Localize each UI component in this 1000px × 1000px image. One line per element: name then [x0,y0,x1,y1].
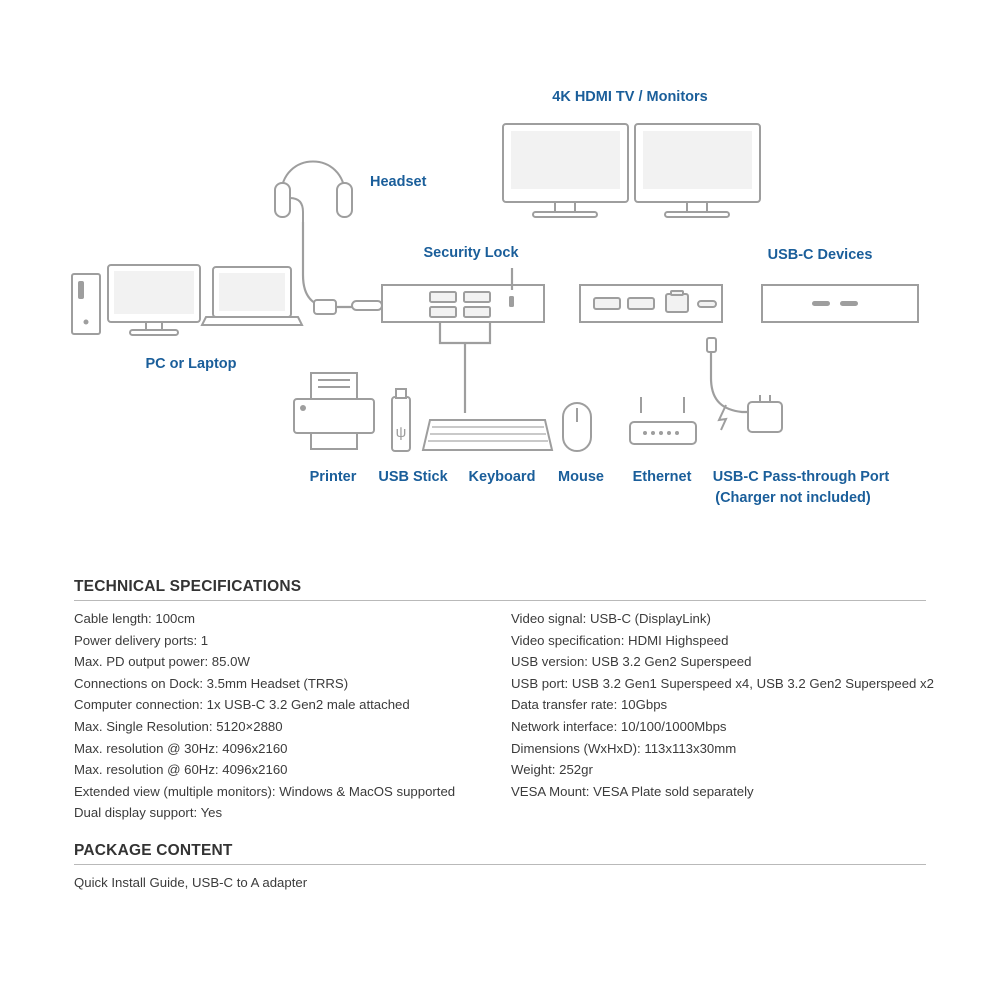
label-usb-c-passthrough-line2: (Charger not included) [715,490,871,506]
package-content-section [74,842,926,894]
spec-item: USB version: USB 3.2 Gen2 Superspeed [511,654,752,670]
technical-specifications-title: TECHNICAL SPECIFICATIONS [74,578,302,595]
desktop-monitor-icon [108,265,200,335]
mouse-icon [563,403,591,451]
package-content-title: PACKAGE CONTENT [74,841,233,859]
label-usb-c-passthrough-line1: USB-C Pass-through Port [712,469,890,485]
pc-tower-icon [72,274,100,334]
spec-item: Data transfer rate: 10Gbps [511,697,668,713]
keyboard-icon [423,420,552,450]
dock-bracket [440,322,490,343]
specs-divider [74,600,926,601]
label-usb-c-devices: USB-C Devices [767,247,873,263]
specifications-section [74,578,934,894]
printer-icon [294,373,374,449]
usb-c-devices-box [762,285,918,322]
spec-item: Video signal: USB-C (DisplayLink) [511,611,711,626]
spec-item: Max. resolution @ 60Hz: 4096x2160 [74,762,288,778]
dock-right-body [580,285,722,322]
spec-item: VESA Mount: VESA Plate sold separately [511,783,754,799]
ethernet-router-icon [630,397,696,444]
headset-icon [275,162,352,276]
monitor-right-icon [635,124,760,217]
spec-item: Connections on Dock: 3.5mm Headset (TRRS) [74,675,349,691]
spec-item: Power delivery ports: 1 [74,632,209,648]
label-security-lock: Security Lock [423,245,519,261]
spec-item: Extended view (multiple monitors): Windows & MacOS supported [74,783,456,799]
headset-plug [314,300,336,314]
laptop-icon [202,267,302,325]
spec-item: Cable length: 100cm [74,611,195,626]
spec-item: Dimensions (WxHxD): 113x113x30mm [511,740,737,756]
label-mouse: Mouse [558,469,604,485]
spec-item: Max. Single Resolution: 5120×2880 [74,718,283,734]
package-divider [74,864,926,865]
label-printer: Printer [309,469,357,485]
package-content-value: Quick Install Guide, USB-C to A adapter [74,874,308,890]
specs-columns [74,608,934,824]
spec-item: Network interface: 10/100/1000Mbps [511,718,727,734]
spec-item: Video specification: HDMI Highspeed [511,632,729,648]
spec-item: USB port: USB 3.2 Gen1 Superspeed x4, USB 3.2 Gen2 Superspeed x2 [511,675,934,691]
spec-item: Weight: 252gr [511,762,593,778]
label-usb-stick: USB Stick [378,469,448,485]
spec-item: Dual display support: Yes [74,805,223,821]
specs-right-column [500,608,934,824]
svg-text:ψ: ψ [395,424,407,441]
usb-stick-icon [392,389,410,451]
dock-main-body [352,285,544,322]
label-ethernet: Ethernet [632,469,692,485]
spec-item: Max. PD output power: 85.0W [74,654,250,670]
label-keyboard: Keyboard [468,469,536,485]
spec-item: Max. resolution @ 30Hz: 4096x2160 [74,740,288,756]
usb-c-passthrough-icon [707,338,782,432]
label-headset: Headset [370,174,427,190]
spec-item: Computer connection: 1x USB-C 3.2 Gen2 male attached [74,697,410,713]
label-4k-hdmi-tv-monitors: 4K HDMI TV / Monitors [552,89,708,105]
label-pc-or-laptop: PC or Laptop [145,356,237,372]
specs-left-column [74,608,500,824]
monitor-left-icon [503,124,628,217]
